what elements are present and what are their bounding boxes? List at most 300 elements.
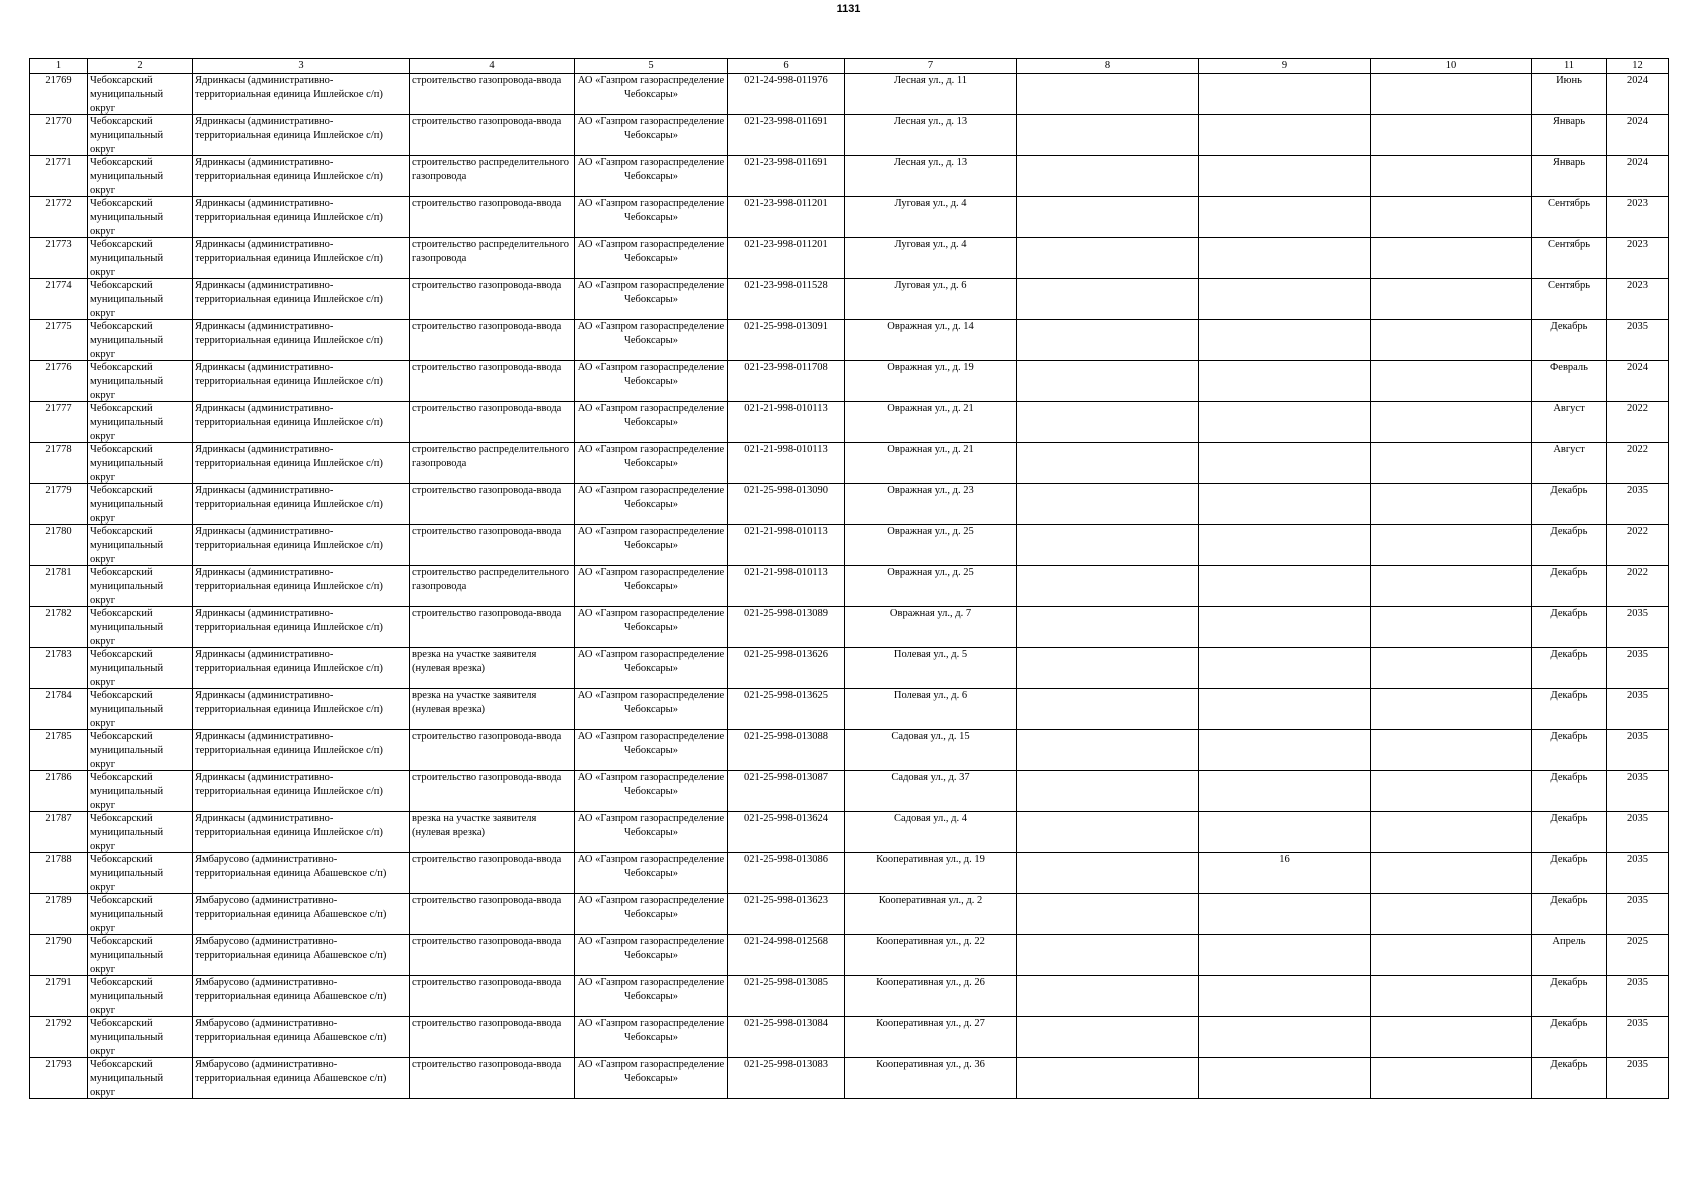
column-10-cell-text (1373, 115, 1529, 155)
month-cell (1532, 1058, 1607, 1099)
organization-cell (575, 771, 728, 812)
address-cell-text: Кооперативная ул., д. 26 (876, 977, 985, 988)
district-cell-text: Чебоксарский муниципальный округ (90, 75, 164, 114)
address-cell (845, 402, 1017, 443)
column-10-cell-text (1373, 156, 1529, 196)
row-number-cell (30, 115, 88, 156)
column-10-cell-text (1373, 443, 1529, 483)
work-type-cell-text: врезка на участке заявителя (нулевая врезка) (412, 649, 537, 674)
year-cell-text: 2035 (1627, 649, 1648, 660)
month-cell-text: Декабрь (1550, 485, 1588, 496)
row-number-cell-text: 21782 (45, 608, 72, 619)
column-9-cell (1199, 525, 1371, 566)
year-cell (1607, 935, 1669, 976)
organization-cell (575, 238, 728, 279)
month-cell-text: Декабрь (1550, 772, 1588, 783)
column-8-cell-text (1019, 115, 1196, 155)
application-code-cell-text: 021-25-998-013625 (744, 690, 828, 701)
row-number-cell-text: 21777 (45, 403, 72, 414)
district-cell (88, 812, 193, 853)
work-type-cell-text: строительство газопровода-ввода (412, 977, 562, 988)
organization-cell-text: АО «Газпром газораспределение Чебоксары» (577, 731, 725, 756)
column-9-cell-text (1201, 402, 1368, 442)
district-cell-text: Чебоксарский муниципальный округ (90, 608, 164, 647)
column-10-cell (1371, 525, 1532, 566)
row-number-cell-text: 21775 (45, 321, 72, 332)
column-9-cell-text (1201, 525, 1368, 565)
district-cell-text: Чебоксарский муниципальный округ (90, 813, 164, 852)
month-cell-text: Декабрь (1550, 854, 1588, 865)
column-10-cell-text (1373, 525, 1529, 565)
row-number-cell (30, 935, 88, 976)
column-8-cell-text (1019, 402, 1196, 442)
application-code-cell (728, 156, 845, 197)
column-10-cell-text (1373, 74, 1529, 114)
application-code-cell-text: 021-25-998-013089 (744, 608, 828, 619)
settlement-cell (193, 689, 410, 730)
month-cell (1532, 607, 1607, 648)
month-cell (1532, 566, 1607, 607)
column-9-cell (1199, 238, 1371, 279)
column-9-cell-text (1201, 279, 1368, 319)
column-10-cell-text (1373, 1017, 1529, 1057)
application-code-cell-text: 021-23-998-011691 (744, 157, 828, 168)
district-cell-text: Чебоксарский муниципальный округ (90, 731, 164, 770)
address-cell (845, 156, 1017, 197)
application-code-cell-text: 021-23-998-011691 (744, 116, 828, 127)
month-cell-text: Сентябрь (1547, 280, 1591, 291)
table-row (30, 1058, 1669, 1099)
month-cell (1532, 74, 1607, 115)
organization-cell-text: АО «Газпром газораспределение Чебоксары» (577, 280, 725, 305)
settlement-cell-text: Ямбарусово (административно-территориальная единица Абашевское с/п) (195, 1059, 387, 1084)
table-row (30, 320, 1669, 361)
work-type-cell (410, 279, 575, 320)
column-header: 5 (575, 59, 728, 74)
month-cell (1532, 279, 1607, 320)
column-9-cell (1199, 1058, 1371, 1099)
application-code-cell (728, 812, 845, 853)
month-cell-text: Декабрь (1550, 731, 1588, 742)
address-cell-text: Садовая ул., д. 15 (891, 731, 970, 742)
settlement-cell (193, 1058, 410, 1099)
settlement-cell-text: Ядринкасы (административно-территориальная единица Ишлейское с/п) (195, 157, 383, 182)
row-number-cell (30, 279, 88, 320)
month-cell-text: Декабрь (1550, 321, 1588, 332)
table-row (30, 525, 1669, 566)
year-cell-text: 2035 (1627, 321, 1648, 332)
district-cell (88, 156, 193, 197)
column-9-cell-text (1201, 1058, 1368, 1098)
district-cell-text: Чебоксарский муниципальный округ (90, 403, 164, 442)
month-cell-text: Декабрь (1550, 977, 1588, 988)
application-code-cell (728, 853, 845, 894)
table-row (30, 361, 1669, 402)
work-type-cell (410, 525, 575, 566)
work-type-cell-text: строительство газопровода-ввода (412, 772, 562, 783)
district-cell-text: Чебоксарский муниципальный округ (90, 854, 164, 893)
application-code-cell (728, 74, 845, 115)
column-10-cell-text (1373, 853, 1529, 893)
column-header: 2 (88, 59, 193, 74)
address-cell (845, 238, 1017, 279)
column-9-cell (1199, 156, 1371, 197)
organization-cell (575, 361, 728, 402)
year-cell (1607, 853, 1669, 894)
row-number-cell (30, 1058, 88, 1099)
column-10-cell-text (1373, 320, 1529, 360)
application-code-cell-text: 021-25-998-013086 (744, 854, 828, 865)
column-8-cell (1017, 279, 1199, 320)
column-8-cell-text (1019, 443, 1196, 483)
month-cell-text: Декабрь (1550, 895, 1588, 906)
column-10-cell (1371, 1058, 1532, 1099)
table-row (30, 279, 1669, 320)
organization-cell-text: АО «Газпром газораспределение Чебоксары» (577, 444, 725, 469)
column-header: 4 (410, 59, 575, 74)
settlement-cell-text: Ядринкасы (административно-территориальная единица Ишлейское с/п) (195, 485, 383, 510)
district-cell-text: Чебоксарский муниципальный округ (90, 772, 164, 811)
row-number-cell-text: 21793 (45, 1059, 72, 1070)
settlement-cell-text: Ядринкасы (административно-территориальная единица Ишлейское с/п) (195, 321, 383, 346)
row-number-cell (30, 853, 88, 894)
year-cell-text: 2024 (1627, 157, 1648, 168)
district-cell-text: Чебоксарский муниципальный округ (90, 362, 164, 401)
organization-cell-text: АО «Газпром газораспределение Чебоксары» (577, 239, 725, 264)
year-cell (1607, 689, 1669, 730)
column-10-cell-text (1373, 361, 1529, 401)
column-10-cell (1371, 894, 1532, 935)
column-8-cell (1017, 730, 1199, 771)
column-header: 1 (30, 59, 88, 74)
row-number-cell-text: 21769 (45, 75, 72, 86)
application-code-cell (728, 566, 845, 607)
address-cell-text: Овражная ул., д. 23 (887, 485, 974, 496)
district-cell (88, 484, 193, 525)
column-10-cell-text (1373, 402, 1529, 442)
settlement-cell-text: Ямбарусово (административно-территориальная единица Абашевское с/п) (195, 977, 387, 1002)
column-10-cell-text (1373, 607, 1529, 647)
organization-cell-text: АО «Газпром газораспределение Чебоксары» (577, 895, 725, 920)
column-8-cell (1017, 689, 1199, 730)
column-9-cell (1199, 1017, 1371, 1058)
table-row (30, 976, 1669, 1017)
column-8-cell (1017, 607, 1199, 648)
district-cell (88, 1058, 193, 1099)
row-number-cell (30, 238, 88, 279)
year-cell (1607, 1017, 1669, 1058)
column-9-cell-text (1201, 1017, 1368, 1057)
work-type-cell-text: строительство распределительного газопровода (412, 157, 570, 182)
column-8-cell (1017, 197, 1199, 238)
organization-cell (575, 156, 728, 197)
district-cell-text: Чебоксарский муниципальный округ (90, 444, 164, 483)
column-9-cell (1199, 115, 1371, 156)
column-header: 9 (1199, 59, 1371, 74)
application-code-cell (728, 115, 845, 156)
address-cell (845, 894, 1017, 935)
district-cell-text: Чебоксарский муниципальный округ (90, 936, 164, 975)
column-header: 7 (845, 59, 1017, 74)
column-8-cell (1017, 115, 1199, 156)
year-cell (1607, 115, 1669, 156)
work-type-cell-text: строительство распределительного газопровода (412, 239, 570, 264)
month-cell-text: Декабрь (1550, 567, 1588, 578)
column-8-cell-text (1019, 566, 1196, 606)
application-code-cell (728, 361, 845, 402)
table-row (30, 74, 1669, 115)
application-code-cell (728, 607, 845, 648)
column-9-cell-text (1201, 689, 1368, 729)
column-8-cell-text (1019, 976, 1196, 1016)
settlement-cell (193, 935, 410, 976)
address-cell-text: Лесная ул., д. 11 (894, 75, 967, 86)
month-cell-text: Январь (1552, 116, 1586, 127)
column-8-cell-text (1019, 607, 1196, 647)
row-number-cell (30, 484, 88, 525)
column-10-cell (1371, 443, 1532, 484)
application-code-cell (728, 238, 845, 279)
table-row (30, 238, 1669, 279)
column-10-cell (1371, 853, 1532, 894)
settlement-cell-text: Ядринкасы (административно-территориальная единица Ишлейское с/п) (195, 198, 383, 223)
column-8-cell (1017, 443, 1199, 484)
month-cell-text: Сентябрь (1547, 239, 1591, 250)
work-type-cell (410, 115, 575, 156)
column-10-cell (1371, 730, 1532, 771)
application-code-cell (728, 443, 845, 484)
month-cell (1532, 361, 1607, 402)
table-row (30, 935, 1669, 976)
settlement-cell-text: Ядринкасы (административно-территориальная единица Ишлейское с/п) (195, 731, 383, 756)
row-number-cell-text: 21791 (45, 977, 72, 988)
column-8-cell-text (1019, 279, 1196, 319)
application-code-cell (728, 320, 845, 361)
year-cell-text: 2035 (1627, 895, 1648, 906)
registry-table (29, 58, 1669, 1099)
organization-cell (575, 566, 728, 607)
year-cell-text: 2035 (1627, 485, 1648, 496)
table-row (30, 484, 1669, 525)
row-number-cell (30, 361, 88, 402)
settlement-cell (193, 976, 410, 1017)
month-cell (1532, 238, 1607, 279)
application-code-cell-text: 021-25-998-013626 (744, 649, 828, 660)
application-code-cell (728, 730, 845, 771)
organization-cell (575, 1017, 728, 1058)
column-9-cell-text (1201, 566, 1368, 606)
address-cell-text: Овражная ул., д. 7 (889, 608, 972, 619)
column-10-cell (1371, 238, 1532, 279)
district-cell (88, 525, 193, 566)
address-cell (845, 566, 1017, 607)
organization-cell-text: АО «Газпром газораспределение Чебоксары» (577, 567, 725, 592)
work-type-cell (410, 566, 575, 607)
application-code-cell (728, 648, 845, 689)
column-10-cell (1371, 812, 1532, 853)
work-type-cell-text: строительство газопровода-ввода (412, 1059, 562, 1070)
application-code-cell-text: 021-21-998-010113 (744, 567, 828, 578)
settlement-cell (193, 402, 410, 443)
district-cell (88, 197, 193, 238)
settlement-cell (193, 279, 410, 320)
month-cell (1532, 156, 1607, 197)
row-number-cell-text: 21781 (45, 567, 72, 578)
row-number-cell (30, 320, 88, 361)
settlement-cell-text: Ядринкасы (административно-территориальная единица Ишлейское с/п) (195, 690, 383, 715)
district-cell-text: Чебоксарский муниципальный округ (90, 977, 164, 1016)
column-9-cell (1199, 279, 1371, 320)
table-body (30, 59, 1669, 1099)
column-10-cell (1371, 607, 1532, 648)
column-8-cell-text (1019, 484, 1196, 524)
row-number-cell-text: 21790 (45, 936, 72, 947)
work-type-cell-text: строительство газопровода-ввода (412, 403, 562, 414)
address-cell-text: Овражная ул., д. 21 (887, 444, 974, 455)
address-cell-text: Овражная ул., д. 21 (887, 403, 974, 414)
year-cell (1607, 402, 1669, 443)
settlement-cell (193, 443, 410, 484)
application-code-cell (728, 1017, 845, 1058)
district-cell-text: Чебоксарский муниципальный округ (90, 690, 164, 729)
address-cell-text: Овражная ул., д. 25 (887, 526, 974, 537)
address-cell (845, 484, 1017, 525)
settlement-cell-text: Ядринкасы (административно-территориальная единица Ишлейское с/п) (195, 239, 383, 264)
settlement-cell-text: Ядринкасы (административно-территориальная единица Ишлейское с/п) (195, 444, 383, 469)
district-cell-text: Чебоксарский муниципальный округ (90, 157, 164, 196)
application-code-cell (728, 976, 845, 1017)
application-code-cell-text: 021-25-998-013084 (744, 1018, 828, 1029)
column-8-cell-text (1019, 1017, 1196, 1057)
column-10-cell (1371, 402, 1532, 443)
district-cell (88, 402, 193, 443)
column-8-cell (1017, 648, 1199, 689)
column-10-cell-text (1373, 689, 1529, 729)
column-10-cell (1371, 484, 1532, 525)
district-cell (88, 894, 193, 935)
column-10-cell (1371, 156, 1532, 197)
address-cell-text: Луговая ул., д. 6 (894, 280, 967, 291)
column-10-cell-text (1373, 730, 1529, 770)
column-8-cell (1017, 1058, 1199, 1099)
work-type-cell (410, 1058, 575, 1099)
work-type-cell (410, 156, 575, 197)
year-cell (1607, 197, 1669, 238)
year-cell-text: 2035 (1627, 813, 1648, 824)
district-cell (88, 935, 193, 976)
settlement-cell (193, 74, 410, 115)
application-code-cell-text: 021-23-998-011708 (744, 362, 828, 373)
month-cell-text: Август (1553, 403, 1585, 414)
settlement-cell-text: Ядринкасы (административно-территориальная единица Ишлейское с/п) (195, 116, 383, 141)
month-cell (1532, 484, 1607, 525)
column-8-cell (1017, 976, 1199, 1017)
row-number-cell-text: 21778 (45, 444, 72, 455)
district-cell (88, 607, 193, 648)
district-cell-text: Чебоксарский муниципальный округ (90, 1059, 164, 1098)
column-9-cell (1199, 935, 1371, 976)
district-cell-text: Чебоксарский муниципальный округ (90, 239, 164, 278)
work-type-cell-text: строительство газопровода-ввода (412, 198, 562, 209)
application-code-cell (728, 484, 845, 525)
address-cell-text: Овражная ул., д. 25 (887, 567, 974, 578)
month-cell-text: Апрель (1552, 936, 1586, 947)
work-type-cell (410, 320, 575, 361)
work-type-cell-text: строительство газопровода-ввода (412, 895, 562, 906)
year-cell-text: 2035 (1627, 731, 1648, 742)
application-code-cell-text: 021-23-998-011528 (744, 280, 828, 291)
column-8-cell-text (1019, 894, 1196, 934)
settlement-cell (193, 156, 410, 197)
month-cell (1532, 1017, 1607, 1058)
work-type-cell-text: строительство газопровода-ввода (412, 485, 562, 496)
district-cell (88, 443, 193, 484)
row-number-cell-text: 21774 (45, 280, 72, 291)
row-number-cell (30, 812, 88, 853)
settlement-cell-text: Ядринкасы (административно-территориальная единица Ишлейское с/п) (195, 649, 383, 674)
year-cell-text: 2022 (1627, 444, 1648, 455)
column-8-cell-text (1019, 320, 1196, 360)
district-cell (88, 320, 193, 361)
application-code-cell (728, 1058, 845, 1099)
year-cell-text: 2023 (1627, 239, 1648, 250)
address-cell (845, 1017, 1017, 1058)
settlement-cell (193, 566, 410, 607)
address-cell-text: Садовая ул., д. 37 (891, 772, 970, 783)
month-cell (1532, 443, 1607, 484)
year-cell (1607, 648, 1669, 689)
month-cell-text: Декабрь (1550, 690, 1588, 701)
organization-cell-text: АО «Газпром газораспределение Чебоксары» (577, 1018, 725, 1043)
address-cell (845, 730, 1017, 771)
row-number-cell-text: 21780 (45, 526, 72, 537)
settlement-cell (193, 607, 410, 648)
address-cell (845, 689, 1017, 730)
column-8-cell (1017, 156, 1199, 197)
column-8-cell (1017, 935, 1199, 976)
column-10-cell-text (1373, 976, 1529, 1016)
table-row (30, 607, 1669, 648)
application-code-cell-text: 021-25-998-013088 (744, 731, 828, 742)
column-10-cell (1371, 1017, 1532, 1058)
table-row (30, 197, 1669, 238)
work-type-cell-text: строительство газопровода-ввода (412, 854, 562, 865)
year-cell-text: 2022 (1627, 567, 1648, 578)
address-cell-text: Овражная ул., д. 19 (887, 362, 974, 373)
district-cell (88, 853, 193, 894)
address-cell-text: Лесная ул., д. 13 (893, 157, 968, 168)
row-number-cell-text: 21788 (45, 854, 72, 865)
column-header: 11 (1532, 59, 1607, 74)
column-8-cell-text (1019, 361, 1196, 401)
table-row (30, 566, 1669, 607)
row-number-cell (30, 894, 88, 935)
application-code-cell-text: 021-25-998-013085 (744, 977, 828, 988)
column-9-cell-text (1201, 730, 1368, 770)
address-cell (845, 443, 1017, 484)
column-8-cell (1017, 74, 1199, 115)
address-cell (845, 361, 1017, 402)
organization-cell (575, 648, 728, 689)
address-cell-text: Полевая ул., д. 6 (893, 690, 968, 701)
organization-cell (575, 976, 728, 1017)
application-code-cell-text: 021-25-998-013090 (744, 485, 828, 496)
table-row (30, 156, 1669, 197)
settlement-cell-text: Ямбарусово (административно-территориальная единица Абашевское с/п) (195, 936, 387, 961)
address-cell (845, 935, 1017, 976)
organization-cell-text: АО «Газпром газораспределение Чебоксары» (577, 1059, 725, 1084)
table-row (30, 894, 1669, 935)
